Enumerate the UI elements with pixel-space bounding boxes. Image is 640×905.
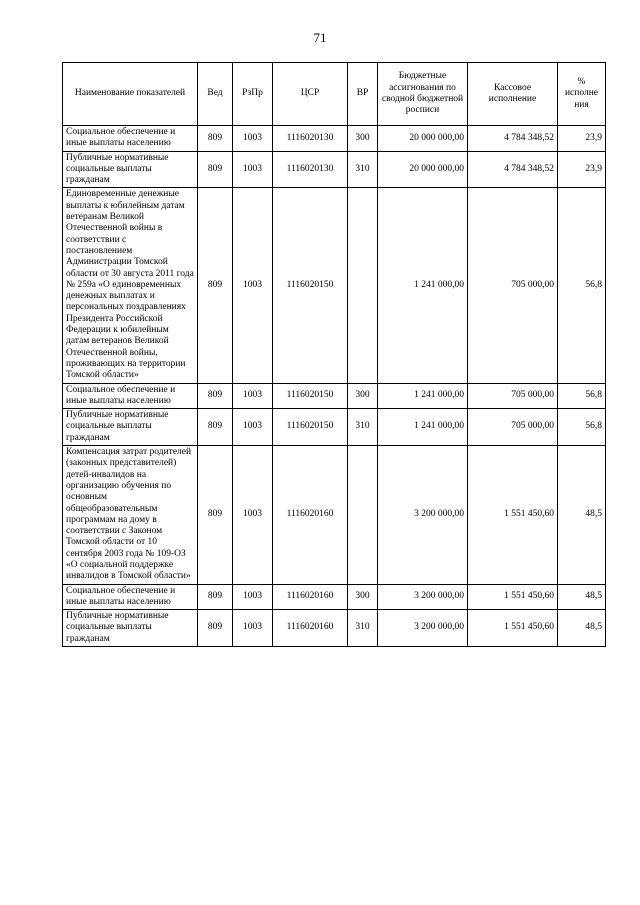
row-ved: 809 — [198, 151, 233, 188]
row-csr: 1116020160 — [273, 610, 348, 647]
row-name: Социальное обеспечение и иные выплаты населению — [63, 383, 198, 409]
header-vr: ВР — [348, 63, 378, 126]
row-csr: 1116020160 — [273, 584, 348, 610]
row-percent: 48,5 — [558, 446, 606, 585]
row-ved: 809 — [198, 188, 233, 383]
row-cash: 1 551 450,60 — [468, 446, 558, 585]
row-cash: 4 784 348,52 — [468, 126, 558, 152]
row-assignments: 1 241 000,00 — [378, 383, 468, 409]
row-cash: 705 000,00 — [468, 409, 558, 446]
row-assignments: 3 200 000,00 — [378, 610, 468, 647]
row-assignments: 20 000 000,00 — [378, 151, 468, 188]
row-name: Публичные нормативные социальные выплаты гражданам — [63, 151, 198, 188]
row-rzpr: 1003 — [233, 188, 273, 383]
row-vr — [348, 188, 378, 383]
row-vr: 300 — [348, 383, 378, 409]
row-percent: 56,8 — [558, 188, 606, 383]
table-row — [63, 383, 606, 409]
budget-execution-table — [62, 62, 606, 647]
row-name: Единовременные денежные выплаты к юбилейным датам ветеранам Великой Отечественной войны в соответствии с постановлением Администрации Томской области от 30 августа 2011 года № 259а «О единовременных денежных выплатах и персональных поздравлениях Президента Российской Федерации к юбилейным датам ветеранов Великой Отечественной войны, проживающих на территории Томской области» — [63, 188, 198, 383]
row-assignments: 3 200 000,00 — [378, 446, 468, 585]
row-rzpr: 1003 — [233, 584, 273, 610]
row-cash: 1 551 450,60 — [468, 610, 558, 647]
row-rzpr: 1003 — [233, 446, 273, 585]
row-vr: 310 — [348, 151, 378, 188]
row-name: Публичные нормативные социальные выплаты гражданам — [63, 409, 198, 446]
row-cash: 4 784 348,52 — [468, 151, 558, 188]
header-assignments: Бюджетные ассигнования по сводной бюджетной росписи — [378, 63, 468, 126]
row-assignments: 3 200 000,00 — [378, 584, 468, 610]
table-row — [63, 151, 606, 188]
row-csr: 1116020130 — [273, 151, 348, 188]
row-csr: 1116020150 — [273, 409, 348, 446]
row-rzpr: 1003 — [233, 151, 273, 188]
header-ved: Вед — [198, 63, 233, 126]
row-vr: 310 — [348, 610, 378, 647]
row-ved: 809 — [198, 584, 233, 610]
row-rzpr: 1003 — [233, 610, 273, 647]
row-percent: 48,5 — [558, 610, 606, 647]
row-rzpr: 1003 — [233, 383, 273, 409]
row-percent: 23,9 — [558, 151, 606, 188]
page-number: 71 — [313, 30, 327, 45]
row-assignments: 1 241 000,00 — [378, 188, 468, 383]
row-cash: 705 000,00 — [468, 383, 558, 409]
row-percent: 56,8 — [558, 409, 606, 446]
row-percent: 56,8 — [558, 383, 606, 409]
row-vr: 300 — [348, 126, 378, 152]
row-cash: 705 000,00 — [468, 188, 558, 383]
row-cash: 1 551 450,60 — [468, 584, 558, 610]
row-ved: 809 — [198, 409, 233, 446]
row-csr: 1116020150 — [273, 383, 348, 409]
row-vr: 310 — [348, 409, 378, 446]
row-csr: 1116020130 — [273, 126, 348, 152]
table-row — [63, 610, 606, 647]
row-rzpr: 1003 — [233, 126, 273, 152]
table-header-row — [63, 63, 606, 126]
row-ved: 809 — [198, 446, 233, 585]
row-assignments: 1 241 000,00 — [378, 409, 468, 446]
row-ved: 809 — [198, 610, 233, 647]
row-ved: 809 — [198, 126, 233, 152]
row-name: Социальное обеспечение и иные выплаты населению — [63, 126, 198, 152]
table-row — [63, 446, 606, 585]
header-cash: Кассовое исполнение — [468, 63, 558, 126]
row-name: Социальное обеспечение и иные выплаты населению — [63, 584, 198, 610]
header-rzpr: РзПр — [233, 63, 273, 126]
row-assignments: 20 000 000,00 — [378, 126, 468, 152]
header-percent: % исполне ния — [558, 63, 606, 126]
row-csr: 1116020150 — [273, 188, 348, 383]
header-csr: ЦСР — [273, 63, 348, 126]
table-row — [63, 409, 606, 446]
header-name: Наименование показателей — [63, 63, 198, 126]
table-row — [63, 584, 606, 610]
row-rzpr: 1003 — [233, 409, 273, 446]
row-name: Компенсация затрат родителей (законных представителей) детей-инвалидов на организацию обучения по основным общеобразовательным программам на дому в соответствии с Законом Томской области от 10 сентября 2003 года № 109-ОЗ «О социальной поддержке инвалидов в Томской области» — [63, 446, 198, 585]
row-vr: 300 — [348, 584, 378, 610]
row-csr: 1116020160 — [273, 446, 348, 585]
row-vr — [348, 446, 378, 585]
table-row — [63, 188, 606, 383]
row-ved: 809 — [198, 383, 233, 409]
row-name: Публичные нормативные социальные выплаты гражданам — [63, 610, 198, 647]
row-percent: 48,5 — [558, 584, 606, 610]
row-percent: 23,9 — [558, 126, 606, 152]
table-row — [63, 126, 606, 152]
